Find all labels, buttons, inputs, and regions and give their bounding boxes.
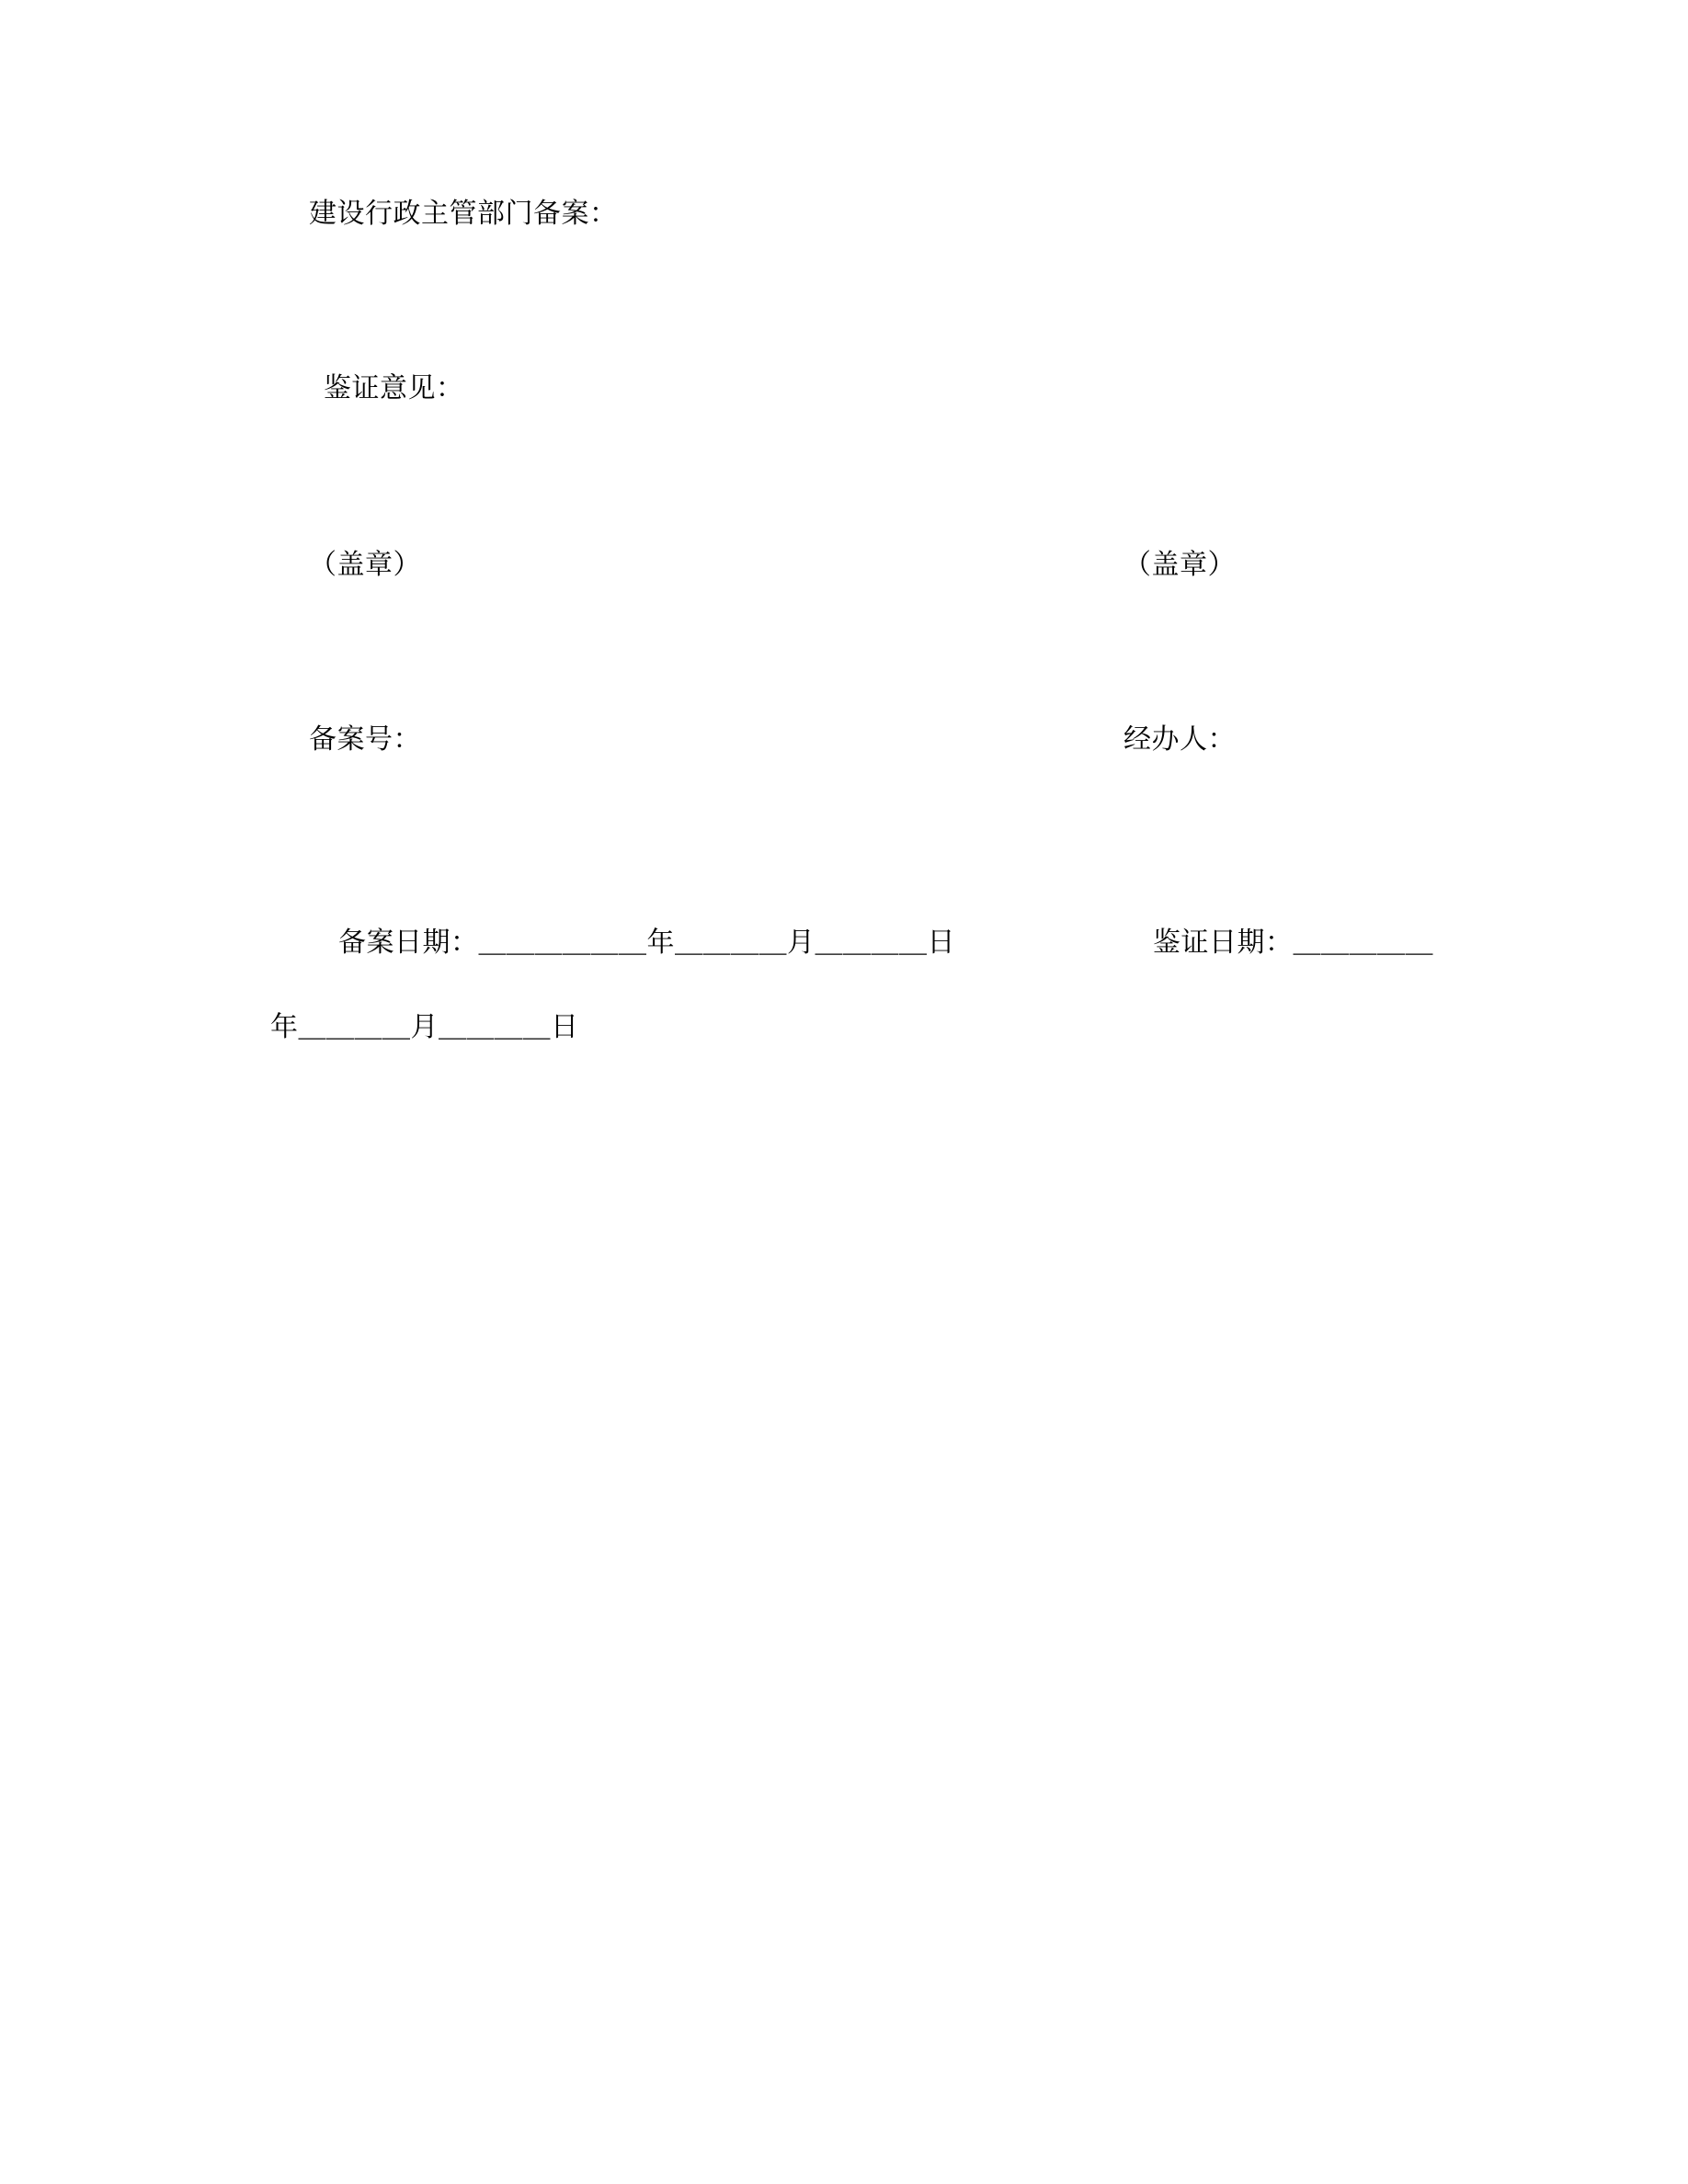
filing-date-year-unit: 年 [646,927,675,958]
filing-section-title: 建设行政主管部门备案： [309,199,618,229]
filing-date-month-blank[interactable]: ＿＿＿＿ [675,927,787,958]
filing-number-label: 备案号： [309,724,421,755]
attestation-date-year-unit: 年 [270,1012,299,1042]
filing-date-year-blank[interactable]: ＿＿＿＿＿＿ [478,927,647,958]
filing-date-day-blank[interactable]: ＿＿＿＿ [815,927,928,958]
filing-date-month-unit: 月 [787,927,815,958]
attestation-date-row [1123,881,1433,1005]
attestation-opinion-title: 鉴证意见： [324,373,464,404]
attestation-date-row-continued [241,965,579,1089]
attestation-date-month-unit: 月 [410,1012,439,1042]
attestation-date-day-unit: 日 [551,1012,579,1042]
filing-date-day-unit: 日 [927,927,955,958]
attestation-date-label: 鉴证日期： [1153,927,1294,958]
handler-label: 经办人： [1123,724,1236,755]
seal-placeholder-left: （盖章） [309,550,421,580]
attestation-date-month-blank[interactable]: ＿＿＿＿ [298,1012,411,1042]
attestation-date-day-blank[interactable]: ＿＿＿＿ [439,1012,551,1042]
attestation-date-year-blank[interactable]: ＿＿＿＿＿ [1293,927,1433,958]
seal-placeholder-right: （盖章） [1123,550,1236,580]
filing-date-label: 备案日期： [338,927,479,958]
